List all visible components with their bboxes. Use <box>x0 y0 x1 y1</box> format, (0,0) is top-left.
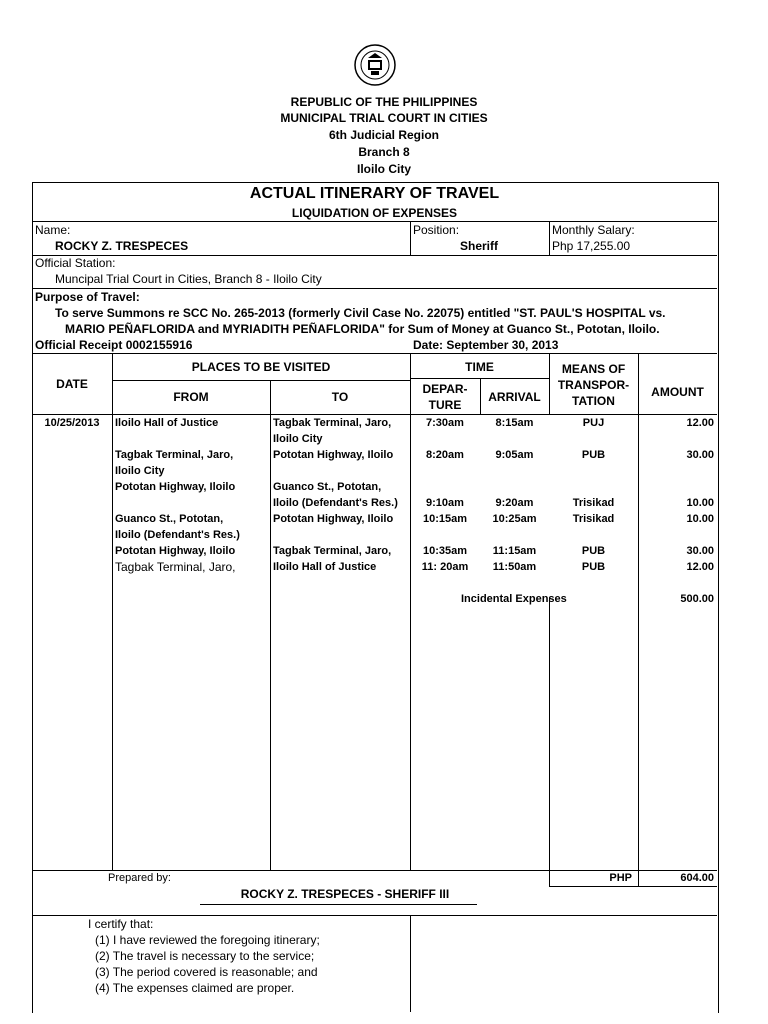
row-4-from-line-2: Iloilo (Defendant's Res.) <box>115 529 240 541</box>
name-value: ROCKY Z. TRESPECES <box>55 239 189 253</box>
station-label: Official Station: <box>35 256 116 270</box>
rule <box>410 221 411 255</box>
row-3-arrival: 9:20am <box>495 497 534 509</box>
header-departure-1: DEPAR- <box>422 382 468 396</box>
header-amount: AMOUNT <box>651 385 704 399</box>
rule <box>549 221 550 255</box>
position-label: Position: <box>413 223 460 237</box>
receipt-date: Date: September 30, 2013 <box>413 338 559 352</box>
header-date: DATE <box>56 377 88 391</box>
row-3-amount: 10.00 <box>686 497 714 509</box>
row-6-means: PUB <box>581 561 606 573</box>
certify-heading: I certify that: <box>88 917 154 931</box>
form-subtitle: LIQUIDATION OF EXPENSES <box>291 206 458 220</box>
rule <box>32 221 717 222</box>
header-court: MUNICIPAL TRIAL COURT IN CITIES <box>280 111 488 125</box>
row-3-from: Pototan Highway, Iloilo <box>115 481 236 493</box>
certify-item-4: (4) The expenses claimed are proper. <box>95 981 295 995</box>
station-value: Muncipal Trial Court in Cities, Branch 8 - Iloilo City <box>55 272 322 286</box>
rule <box>638 353 639 414</box>
row-2-arrival: 9:05am <box>495 449 534 461</box>
purpose-line-1: To serve Summons re SCC No. 265-2013 (formerly Civil Case No. 22075) entitled "ST. PAUL'S HOSPITAL vs. <box>55 306 666 320</box>
row-6-departure: 11: 20am <box>421 561 469 573</box>
row-2-to: Pototan Highway, Iloilo <box>273 449 394 461</box>
official-receipt: Official Receipt 0002155916 <box>35 338 193 352</box>
row-5-from: Pototan Highway, Iloilo <box>115 545 236 557</box>
form-title: ACTUAL ITINERARY OF TRAVEL <box>249 185 500 202</box>
header-branch: Branch 8 <box>358 145 410 159</box>
row-5-means: PUB <box>581 545 606 557</box>
header-arrival: ARRIVAL <box>488 390 541 404</box>
row-6-arrival: 11:50am <box>492 561 537 573</box>
row-3-to: Guanco St., Pototan, <box>273 481 382 493</box>
header-places: PLACES TO BE VISITED <box>191 360 331 374</box>
rule <box>32 288 717 289</box>
row-5-departure: 10:35am <box>422 545 468 557</box>
rule <box>638 414 639 870</box>
header-from: FROM <box>173 390 209 404</box>
rule <box>549 598 550 870</box>
header-departure-2: TURE <box>428 398 462 412</box>
header-means-1: MEANS OF <box>561 362 626 376</box>
row-2-means: PUB <box>581 449 606 461</box>
rule <box>410 915 411 1012</box>
row-1-arrival: 8:15am <box>495 417 534 429</box>
purpose-line-2: MARIO PEÑAFLORIDA and MYRIADITH PEÑAFLORIDA" for Sum of Money at Guanco St., Pototan, Iloilo. <box>65 322 660 336</box>
header-time: TIME <box>465 360 494 374</box>
row-4-arrival: 10:25am <box>492 513 537 525</box>
rule <box>270 380 271 870</box>
header-republic: REPUBLIC OF THE PHILIPPINES <box>290 95 478 109</box>
trip-date: 10/25/2013 <box>44 417 100 429</box>
row-5-amount: 30.00 <box>686 545 714 557</box>
row-1-means: PUJ <box>582 417 605 429</box>
header-means-2: TRANSPOR- <box>557 378 630 392</box>
signature-line <box>200 904 477 905</box>
incidental-amount: 500.00 <box>680 593 714 605</box>
header-to: TO <box>331 390 349 404</box>
row-2-amount: 30.00 <box>686 449 714 461</box>
row-3-to-line-2: Iloilo (Defendant's Res.) <box>273 497 398 509</box>
row-6-amount: 12.00 <box>686 561 714 573</box>
prepared-by-label: Prepared by: <box>108 872 171 884</box>
rule <box>112 353 113 870</box>
row-1-to-line-2: Iloilo City <box>273 433 323 445</box>
row-4-from: Guanco St., Pototan, <box>115 513 224 525</box>
row-3-means: Trisikad <box>572 497 615 509</box>
rule <box>32 915 717 916</box>
position-value: Sheriff <box>460 239 499 253</box>
row-1-amount: 12.00 <box>686 417 714 429</box>
rule <box>32 255 717 256</box>
row-5-arrival: 11:15am <box>492 545 537 557</box>
certify-item-3: (3) The period covered is reasonable; and <box>95 965 318 979</box>
name-label: Name: <box>35 223 71 237</box>
incidental-label: Incidental Expenses <box>461 593 567 605</box>
row-6-to: Iloilo Hall of Justice <box>273 561 377 573</box>
row-5-to: Tagbak Terminal, Jaro, <box>273 545 392 557</box>
preparer-name: ROCKY Z. TRESPECES - SHERIFF III <box>240 887 450 901</box>
row-1-to: Tagbak Terminal, Jaro, <box>273 417 392 429</box>
row-2-from-line-2: Iloilo City <box>115 465 165 477</box>
total-amount: 604.00 <box>680 872 714 884</box>
header-city: Iloilo City <box>357 162 411 176</box>
rule <box>549 886 717 887</box>
row-2-departure: 8:20am <box>426 449 464 461</box>
certify-item-2: (2) The travel is necessary to the service; <box>95 949 315 963</box>
salary-value: Php 17,255.00 <box>552 239 631 253</box>
row-1-from: Iloilo Hall of Justice <box>115 417 219 429</box>
rule <box>32 353 717 354</box>
row-4-amount: 10.00 <box>686 513 714 525</box>
row-4-to: Pototan Highway, Iloilo <box>273 513 394 525</box>
row-4-departure: 10:15am <box>422 513 468 525</box>
row-1-departure: 7:30am <box>426 417 464 429</box>
row-6-from: Tagbak Terminal, Jaro, <box>115 560 236 574</box>
row-3-departure: 9:10am <box>426 497 464 509</box>
certify-item-1: (1) I have reviewed the foregoing itinerary; <box>95 933 320 947</box>
total-currency: PHP <box>609 872 632 884</box>
row-4-means: Trisikad <box>572 513 615 525</box>
purpose-label: Purpose of Travel: <box>35 290 140 304</box>
salary-label: Monthly Salary: <box>552 223 635 237</box>
rule <box>112 380 410 381</box>
header-region: 6th Judicial Region <box>328 128 439 142</box>
header-means-3: TATION <box>572 394 615 408</box>
row-2-from: Tagbak Terminal, Jaro, <box>115 449 234 461</box>
court-seal-icon <box>354 44 396 86</box>
